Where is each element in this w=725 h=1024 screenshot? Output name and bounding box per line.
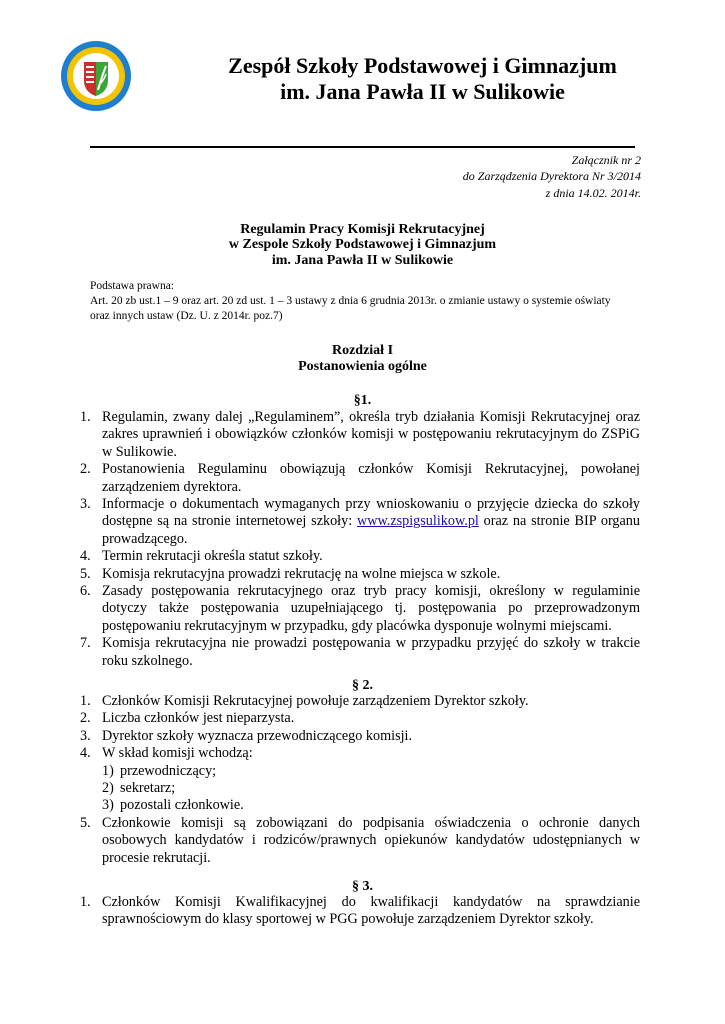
school-website-link[interactable]: www.zspigsulikow.pl bbox=[356, 513, 479, 530]
list-item: 1. Członków Komisji Kwalifikacyjnej do kwalifikacji kandydatów na sprawdzianie sprawnościowym do klasy sportowej w PGG powołuje zarządzeniem Dyrektor szkoły. bbox=[80, 894, 640, 928]
section-1-heading: §1. bbox=[353, 393, 372, 408]
legal-basis-label: Podstawa prawna: bbox=[90, 280, 174, 292]
list-item: 1. Regulamin, zwany dalej „Regulaminem”, określa tryb działania Komisji Rekrutacyjnej oraz zakres uprawnień i obowiązków członków komisji w postępowaniu rekrutacyjnym do ZSPiG w Sulikowie. bbox=[80, 409, 640, 460]
annex-number: Załącznik nr 2 bbox=[571, 153, 641, 167]
list-item: 2. Liczba członków jest nieparzysta. bbox=[80, 710, 295, 727]
list-item: 5. Członkowie komisji są zobowiązani do podpisania oświadczenia o ochronie danych osobowych kandydatów i rodziców/prawnych opiekunów kandydatów udostępnianych w procesie rekrutacji. bbox=[80, 814, 640, 866]
list-item: 1. Członków Komisji Rekrutacyjnej powołuje zarządzeniem Dyrektor szkoły. bbox=[80, 693, 529, 709]
section-3-list bbox=[80, 894, 640, 929]
list-item: 7. Komisja rekrutacyjna nie prowadzi postępowania w przypadku przyjęć do szkoły w trakcie roku szkolnego. bbox=[80, 635, 640, 669]
legal-basis-line2: oraz innych ustaw (Dz. U. z 2014r. poz.7) bbox=[90, 310, 283, 322]
list-item: 2) sekretarz; bbox=[102, 780, 176, 797]
list-item: 5. Komisja rekrutacyjna prowadzi rekrutację na wolne miejsca w szkole. bbox=[80, 565, 501, 582]
list-item: 6. Zasady postępowania rekrutacyjnego oraz tryb pracy komisji, określony w regulaminie dotyczy także postępowania uzupełniającego tj. postępowania po przeprowadzonym postępowaniu rekrutacyjnym w przypadku, gdy placówka dysponuje wolnymi miejscami. bbox=[80, 583, 640, 634]
section-3-heading: § 3. bbox=[352, 879, 373, 894]
list-item: 3. Informacje o dokumentach wymaganych przy wnioskowaniu o przyjęcie dziecka do szkoły dostępne są na stronie internetowej szkoły: www.zspigsulikow.pl oraz na stronie BIP organu prowadzącego. bbox=[80, 496, 640, 547]
chapter-title: Rozdział I bbox=[331, 343, 394, 358]
regulation-title-line2: w Zespole Szkoły Podstawowej i Gimnazjum bbox=[228, 237, 497, 252]
regulation-title-line3: im. Jana Pawła II w Sulikowie bbox=[271, 253, 454, 268]
annex-date: z dnia 14.02. 2014r. bbox=[545, 186, 641, 200]
school-crest-icon bbox=[60, 40, 132, 112]
section-1-list bbox=[80, 409, 640, 670]
list-item: 1) przewodniczący; bbox=[102, 762, 217, 779]
list-item: 2. Postanowienia Regulaminu obowiązują członków Komisji Rekrutacyjnej, powołanej zarządzeniem dyrektora. bbox=[80, 461, 640, 495]
section-2-list bbox=[80, 693, 640, 867]
header-divider bbox=[90, 146, 635, 148]
legal-basis-line1: Art. 20 zb ust.1 – 9 oraz art. 20 zd ust. 1 – 3 ustawy z dnia 6 grudnia 2013r. o zmianie ustawy o systemie oświaty bbox=[90, 295, 611, 307]
chapter-subtitle: Postanowienia ogólne bbox=[298, 359, 427, 374]
school-name-line1: Zespół Szkoły Podstawowej i Gimnazjum bbox=[228, 53, 617, 78]
list-item: 3. Dyrektor szkoły wyznacza przewodniczącego komisji. bbox=[80, 727, 413, 744]
section-2-heading: § 2. bbox=[352, 678, 373, 693]
list-item: 4. W skład komisji wchodzą: 1) przewodniczący; 2) sekretarz; 3) pozostali członkowie. bbox=[80, 745, 640, 815]
list-item: 4. Termin rekrutacji określa statut szkoły. bbox=[80, 548, 323, 565]
school-name-line2: im. Jana Pawła II w Sulikowie bbox=[280, 79, 565, 104]
committee-composition-list bbox=[102, 763, 640, 815]
regulation-title-line1: Regulamin Pracy Komisji Rekrutacyjnej bbox=[240, 222, 485, 237]
annex-order: do Zarządzenia Dyrektora Nr 3/2014 bbox=[462, 169, 641, 183]
list-item: 3) pozostali członkowie. bbox=[102, 797, 244, 814]
